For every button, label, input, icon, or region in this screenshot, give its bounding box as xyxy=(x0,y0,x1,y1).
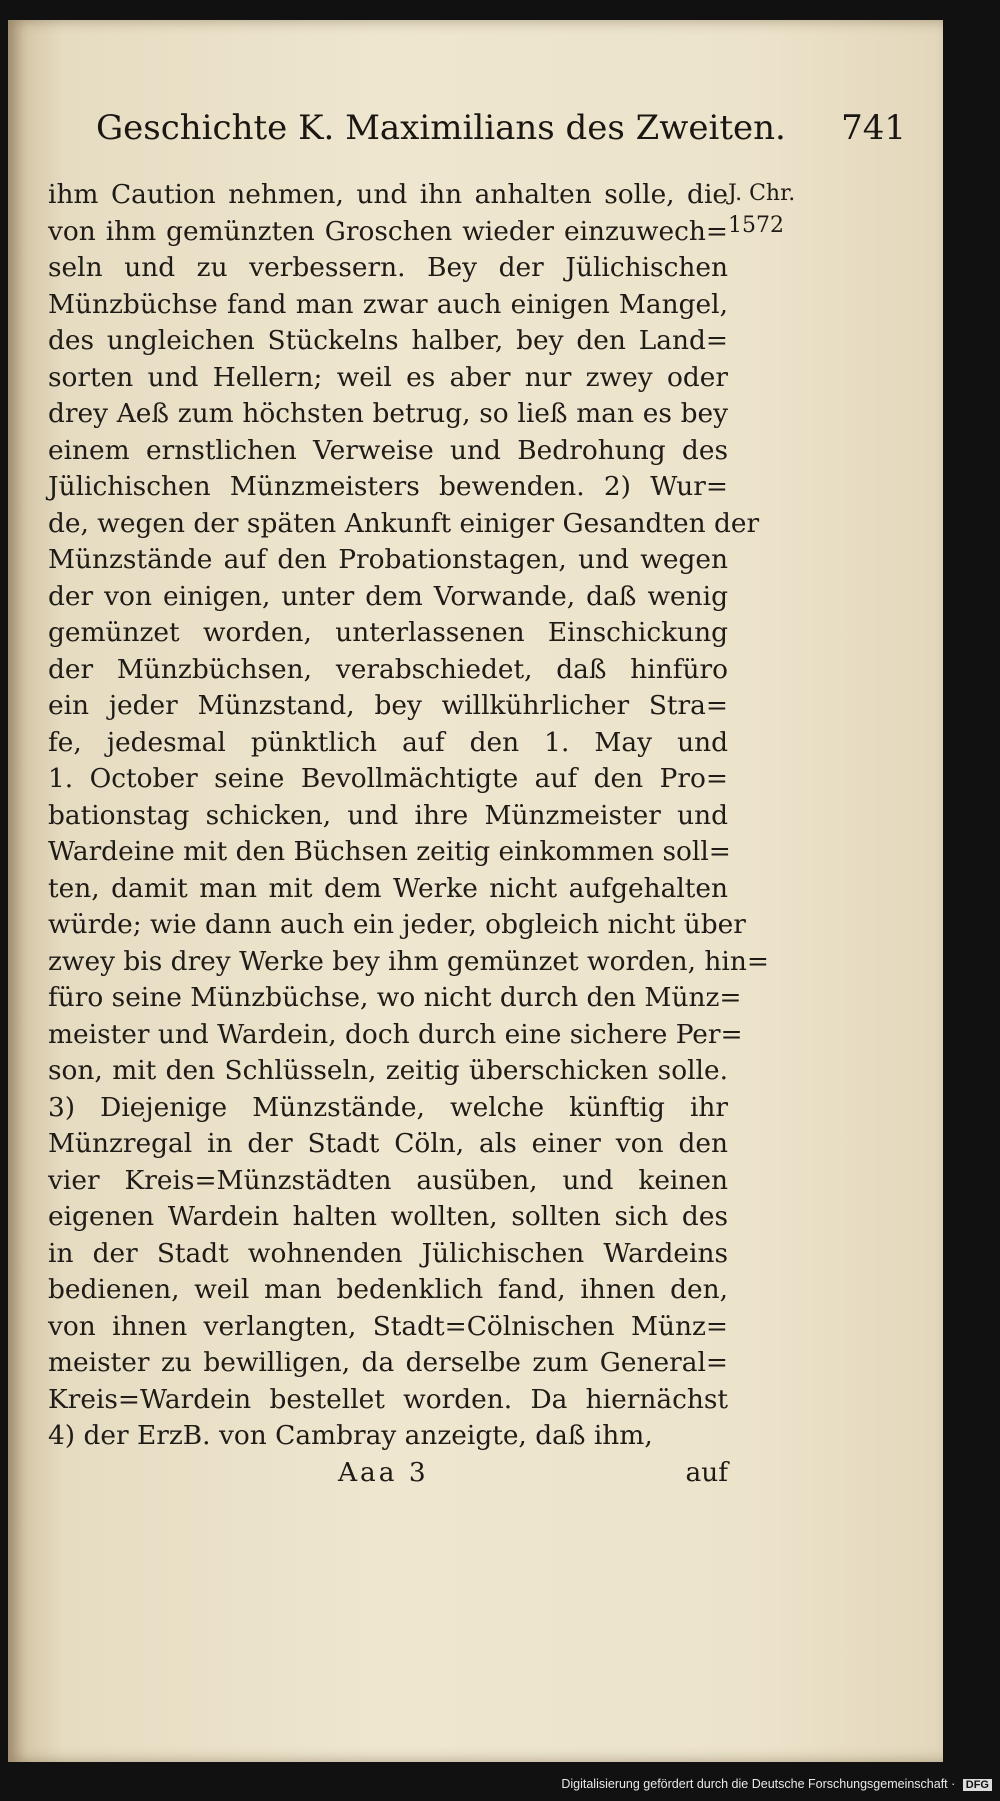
dfg-logo: DFG xyxy=(963,1779,992,1791)
text-line: füro seine Münzbüchse, wo nicht durch den Münz= xyxy=(48,982,742,1013)
catchword: auf xyxy=(685,1457,728,1488)
text-line: Wardeine mit den Büchsen zeitig einkommen soll= xyxy=(48,836,731,867)
text-line: ihm Caution nehmen, und ihn anhalten solle, die xyxy=(48,179,728,210)
digitization-credit: Digitalisierung gefördert durch die Deutsche Forschungsgemeinschaft · DFG xyxy=(561,1777,992,1795)
margin-note-line: 1572 xyxy=(728,213,784,238)
text-line: eigenen Wardein halten wollten, sollten sich des xyxy=(48,1201,728,1232)
margin-note-line: J. Chr. xyxy=(728,181,796,206)
text-line: gemünzet worden, unterlassenen Einschickung xyxy=(48,617,728,648)
text-line: 3) Diejenige Münzstände, welche künftig ihr xyxy=(48,1091,728,1123)
text-line: fe, jedesmal pünktlich auf den 1. May und xyxy=(48,726,728,758)
page-footer xyxy=(48,1457,728,1497)
book-page xyxy=(8,20,943,1762)
text-line: von ihnen verlangten, Stadt=Cölnischen Münz= xyxy=(48,1310,728,1342)
text-line: meister zu bewilligen, da derselbe zum General= xyxy=(48,1347,728,1378)
text-line: drey Aeß zum höchsten betrug, so ließ man es bey xyxy=(48,398,728,429)
text-line: der Münzbüchsen, verabschiedet, daß hinfüro xyxy=(48,653,728,685)
text-line: de, wegen der späten Ankunft einiger Gesandten der xyxy=(48,507,760,539)
text-line: Münzstände auf den Probationstagen, und wegen xyxy=(48,544,728,575)
text-line: vier Kreis=Münzstädten ausüben, und keinen xyxy=(48,1164,728,1196)
text-line: ten, damit man mit dem Werke nicht aufgehalten xyxy=(48,872,728,904)
text-line: Jülichischen Münzmeisters bewenden. 2) Wur= xyxy=(48,471,728,502)
text-line: bedienen, weil man bedenklich fand, ihnen den, xyxy=(48,1274,728,1305)
text-line: in der Stadt wohnenden Jülichischen Wardeins xyxy=(48,1237,728,1269)
text-line: würde; wie dann auch ein jeder, obgleich nicht über xyxy=(48,909,746,940)
credit-text: Digitalisierung gefördert durch die Deutsche Forschungsgemeinschaft xyxy=(561,1777,948,1791)
text-line: des ungleichen Stückelns halber, bey den Land= xyxy=(48,325,728,356)
text-line: 4) der ErzB. von Cambray anzeigte, daß ihm, xyxy=(48,1420,653,1451)
text-line: bationstag schicken, und ihre Münzmeister und xyxy=(48,799,728,831)
text-line: Münzbüchse fand man zwar auch einigen Mangel, xyxy=(48,288,728,320)
text-line: seln und zu verbessern. Bey der Jülichischen xyxy=(48,252,728,283)
text-line: sorten und Hellern; weil es aber nur zwey oder xyxy=(48,361,728,393)
running-title: Geschichte K. Maximilians des Zweiten. xyxy=(96,108,786,148)
page-number: 741 xyxy=(841,108,906,148)
text-line: zwey bis drey Werke bey ihm gemünzet worden, hin= xyxy=(48,945,769,977)
text-line: son, mit den Schlüsseln, zeitig überschicken solle. xyxy=(48,1055,728,1086)
margin-note-year xyxy=(728,178,808,242)
text-line: einem ernstlichen Verweise und Bedrohung des xyxy=(48,434,728,466)
text-line: meister und Wardein, doch durch eine sichere Per= xyxy=(48,1018,743,1050)
text-line: der von einigen, unter dem Vorwande, daß wenig xyxy=(48,580,728,612)
text-line: 1. October seine Bevollmächtigte auf den Pro= xyxy=(48,763,728,794)
signature-mark: Aaa 3 xyxy=(338,1457,429,1488)
running-header xyxy=(96,108,906,158)
text-line: Münzregal in der Stadt Cöln, als einer von den xyxy=(48,1128,728,1159)
text-line: ein jeder Münzstand, bey willkührlicher Stra= xyxy=(48,690,728,721)
text-line: Kreis=Wardein bestellet worden. Da hiernächst xyxy=(48,1383,728,1415)
text-line: von ihm gemünzten Groschen wieder einzuwech= xyxy=(48,215,728,247)
